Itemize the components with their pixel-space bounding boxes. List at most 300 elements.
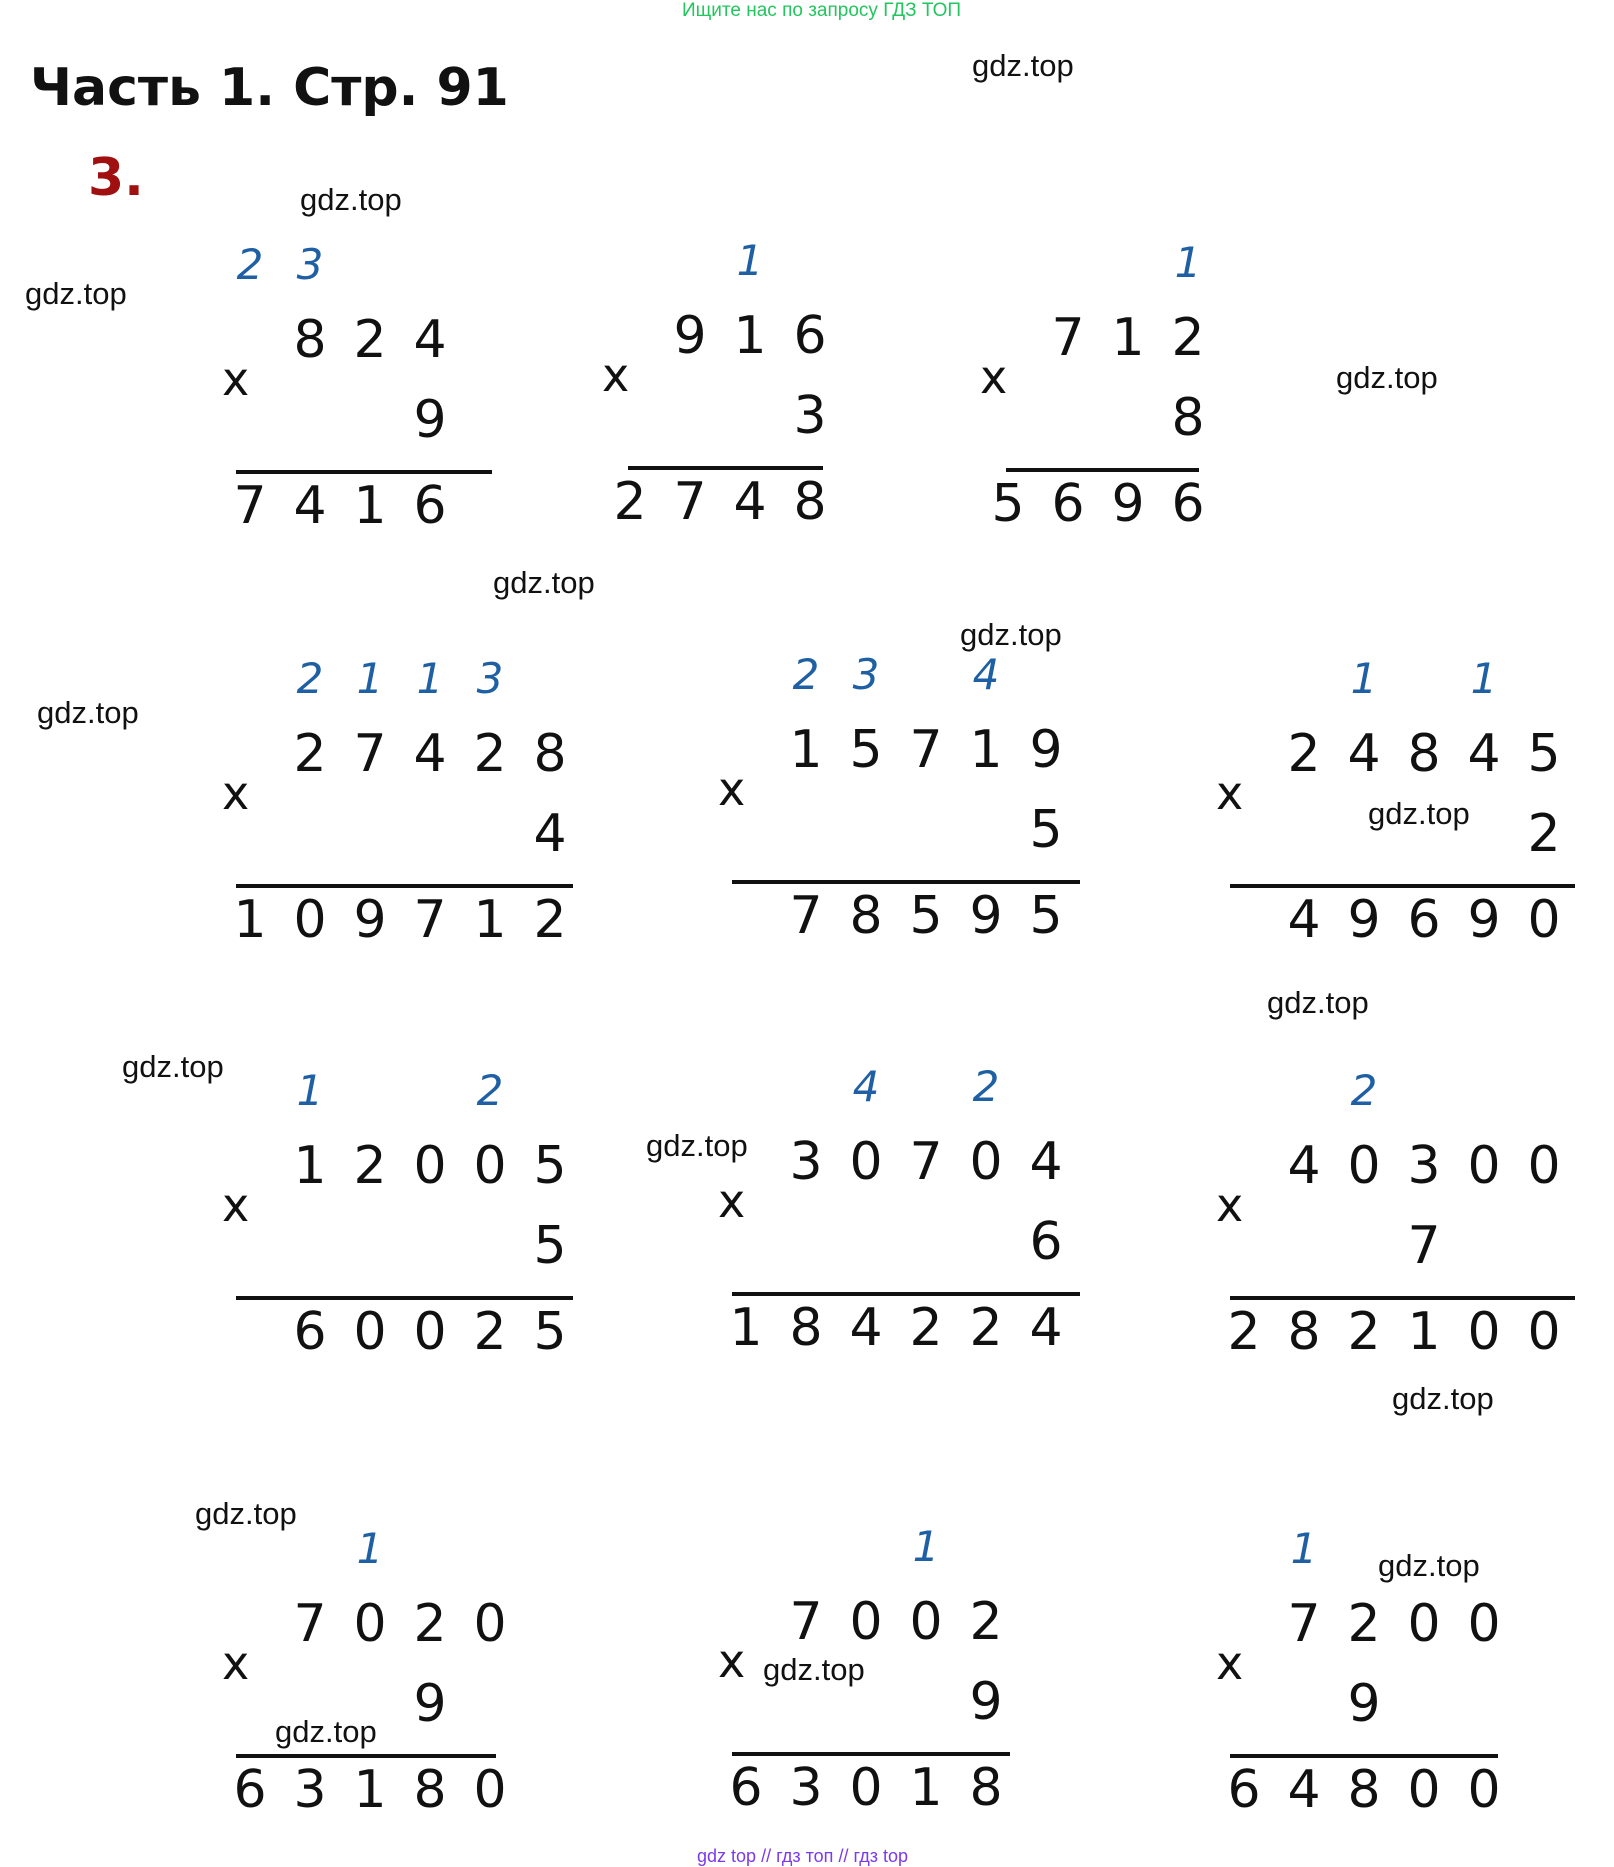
carry-row-digit: 2 xyxy=(296,654,324,703)
watermark: gdz.top xyxy=(122,1049,224,1084)
multiplicand-row-digit: 8 xyxy=(1407,724,1441,784)
result-line xyxy=(236,1296,573,1300)
multiply-sign: x xyxy=(602,348,630,402)
multiplier-row xyxy=(600,386,840,446)
result-row-digit: 0 xyxy=(1527,890,1561,950)
carry-row-digit: 1 xyxy=(1350,654,1378,703)
multiplier-row xyxy=(1214,1674,1514,1734)
multiplicand-row-digit: 7 xyxy=(909,1132,943,1192)
multiplier-row xyxy=(220,1674,520,1734)
multiplier-row-digit xyxy=(280,1216,340,1276)
carry-row-digit xyxy=(776,1522,836,1582)
multiply-sign: x xyxy=(222,1636,250,1690)
carry-row-digit xyxy=(400,1524,460,1584)
carry-row xyxy=(220,1524,520,1584)
result-row-digit: 4 xyxy=(733,472,767,532)
carry-row-digit: 1 xyxy=(736,236,764,285)
carry-row-digit xyxy=(1514,1066,1574,1126)
result-row-digit: 0 xyxy=(1407,1760,1441,1820)
carry-row xyxy=(220,240,460,300)
multiplicand-row-digit: 2 xyxy=(1347,1594,1381,1654)
multiplier-row-digit xyxy=(836,800,896,860)
result-row-digit: 4 xyxy=(849,1298,883,1358)
task-number: 3. xyxy=(88,148,144,208)
multiply-sign: x xyxy=(1216,1178,1244,1232)
carry-row-digit: 4 xyxy=(852,1062,880,1111)
carry-row-digit xyxy=(340,1066,400,1126)
carry-row-digit: 3 xyxy=(296,240,324,289)
carry-row-digit xyxy=(1274,654,1334,714)
multiplier-row-digit xyxy=(1334,1216,1394,1276)
carry-row xyxy=(1214,1524,1514,1584)
multiplicand-row-digit: 7 xyxy=(909,720,943,780)
carry-row-digit xyxy=(220,1066,280,1126)
result-row-digit: 6 xyxy=(413,476,447,536)
result-row-digit: 2 xyxy=(909,1298,943,1358)
multiplicand-row-digit: 0 xyxy=(1527,1136,1561,1196)
result-row xyxy=(716,886,1076,946)
result-row-digit: 0 xyxy=(413,1302,447,1362)
multiplier-row-digit xyxy=(1394,804,1454,864)
multiplicand-row-digit: 0 xyxy=(413,1136,447,1196)
result-row-digit: 4 xyxy=(1287,1760,1321,1820)
multiplication-problem xyxy=(716,650,1136,970)
result-row-digit: 6 xyxy=(233,1760,267,1820)
watermark: gdz.top xyxy=(300,182,402,217)
multiplication-problem xyxy=(600,236,1020,556)
carry-row-digit xyxy=(1394,1524,1454,1584)
carry-row-digit xyxy=(600,236,660,296)
multiplier-row xyxy=(220,804,580,864)
result-row-digit: 5 xyxy=(991,474,1025,534)
carry-row-digit xyxy=(836,1522,896,1582)
multiplicand-row-digit: 6 xyxy=(793,306,827,366)
result-row-digit: 6 xyxy=(1407,890,1441,950)
carry-row xyxy=(716,650,1076,710)
multiplier-row-digit xyxy=(836,1672,896,1732)
multiply-sign: x xyxy=(718,762,746,816)
multiplier-row-digit: 6 xyxy=(1029,1212,1063,1272)
result-row-digit: 9 xyxy=(1347,890,1381,950)
multiplicand-row xyxy=(220,1136,580,1196)
result-row-digit: 2 xyxy=(533,890,567,950)
result-row-digit: 7 xyxy=(789,886,823,946)
watermark: gdz.top xyxy=(960,617,1062,652)
carry-row-digit xyxy=(1038,238,1098,298)
watermark: gdz.top xyxy=(195,1496,297,1531)
multiplicand-row-digit: 0 xyxy=(473,1136,507,1196)
multiplier-row-digit xyxy=(896,800,956,860)
multiplier-row-digit xyxy=(1454,804,1514,864)
result-line xyxy=(1230,884,1575,888)
multiplicand-row-digit: 0 xyxy=(969,1132,1003,1192)
result-row-digit: 8 xyxy=(789,1298,823,1358)
multiplier-row-digit xyxy=(660,386,720,446)
multiplier-row xyxy=(1214,804,1574,864)
multiplier-row-digit xyxy=(896,1212,956,1272)
multiplier-row-digit: 9 xyxy=(413,390,447,450)
multiplier-row-digit xyxy=(956,800,1016,860)
multiplicand-row-digit: 4 xyxy=(413,724,447,784)
carry-row-digit: 2 xyxy=(972,1062,1000,1111)
result-row-digit: 5 xyxy=(533,1302,567,1362)
multiplicand-row-digit: 7 xyxy=(789,1592,823,1652)
multiplier-row-digit xyxy=(836,1212,896,1272)
multiplicand-row-digit: 2 xyxy=(473,724,507,784)
multiplier-row-digit: 7 xyxy=(1407,1216,1441,1276)
carry-row-digit: 1 xyxy=(296,1066,324,1115)
multiplicand-row-digit: 3 xyxy=(789,1132,823,1192)
carry-row-digit: 4 xyxy=(972,650,1000,699)
multiply-sign: x xyxy=(1216,766,1244,820)
result-line xyxy=(732,880,1080,884)
result-row-digit: 3 xyxy=(293,1760,327,1820)
carry-row-digit xyxy=(1394,1066,1454,1126)
carry-row-digit xyxy=(716,1522,776,1582)
result-row xyxy=(600,472,840,532)
multiplier-row xyxy=(978,388,1218,448)
carry-row-digit xyxy=(400,240,460,300)
multiply-sign: x xyxy=(980,350,1008,404)
result-row-digit: 8 xyxy=(1287,1302,1321,1362)
top-banner: Ищите нас по запросу ГДЗ ТОП xyxy=(682,0,962,21)
multiplier-row-digit xyxy=(1274,1674,1334,1734)
watermark: gdz.top xyxy=(1378,1548,1480,1583)
multiplier-row-digit xyxy=(896,1672,956,1732)
result-line xyxy=(732,1292,1080,1296)
result-row xyxy=(1214,1302,1574,1362)
multiplier-row-digit xyxy=(1098,388,1158,448)
carry-row-digit: 2 xyxy=(1350,1066,1378,1115)
multiplier-row-digit xyxy=(1394,1674,1454,1734)
carry-row-digit xyxy=(220,654,280,714)
carry-row-digit xyxy=(340,240,400,300)
result-row-digit: 6 xyxy=(293,1302,327,1362)
multiplier-row-digit: 4 xyxy=(533,804,567,864)
carry-row-digit xyxy=(520,1066,580,1126)
result-row-digit: 1 xyxy=(909,1758,943,1818)
result-row-digit: 8 xyxy=(413,1760,447,1820)
multiplier-row-digit: 9 xyxy=(413,1674,447,1734)
result-row-digit: 9 xyxy=(969,886,1003,946)
carry-row-digit xyxy=(460,1524,520,1584)
multiplicand-row-digit: 0 xyxy=(353,1594,387,1654)
carry-row-digit xyxy=(1454,1066,1514,1126)
carry-row-digit xyxy=(956,1522,1016,1582)
multiplicand-row xyxy=(600,306,840,366)
watermark: gdz.top xyxy=(1368,796,1470,831)
multiplicand-row xyxy=(978,308,1218,368)
multiplicand-row-digit: 9 xyxy=(673,306,707,366)
carry-row-digit xyxy=(400,1066,460,1126)
watermark: gdz.top xyxy=(37,695,139,730)
result-row-digit: 7 xyxy=(673,472,707,532)
multiplicand-row-digit: 5 xyxy=(1527,724,1561,784)
result-row-digit: 7 xyxy=(413,890,447,950)
multiplicand-row-digit: 8 xyxy=(293,310,327,370)
multiplicand-row-digit: 0 xyxy=(849,1132,883,1192)
result-row-digit: 4 xyxy=(1029,1298,1063,1358)
multiplier-row-digit xyxy=(400,1216,460,1276)
carry-row-digit xyxy=(776,1062,836,1122)
multiplier-row-digit xyxy=(460,1216,520,1276)
multiplicand-row-digit: 7 xyxy=(1051,308,1085,368)
multiplicand-row-digit: 0 xyxy=(473,1594,507,1654)
result-line xyxy=(732,1752,1010,1756)
carry-row-digit: 3 xyxy=(476,654,504,703)
carry-row xyxy=(978,238,1218,298)
multiplicand-row-digit: 2 xyxy=(1171,308,1205,368)
multiplication-problem xyxy=(220,1524,640,1844)
result-row-digit: 8 xyxy=(969,1758,1003,1818)
result-row-digit: 7 xyxy=(233,476,267,536)
result-line xyxy=(1230,1296,1575,1300)
result-row-digit: 6 xyxy=(1051,474,1085,534)
multiplier-row xyxy=(220,1216,580,1276)
result-line xyxy=(1230,1754,1498,1758)
multiplier-row xyxy=(716,800,1076,860)
footer-separator: // xyxy=(761,1846,772,1866)
footer-part: гдз top xyxy=(853,1846,909,1866)
carry-row-digit: 2 xyxy=(792,650,820,699)
carry-row xyxy=(600,236,840,296)
result-row-digit: 5 xyxy=(1029,886,1063,946)
carry-row-digit: 1 xyxy=(1290,1524,1318,1573)
multiplier-row-digit xyxy=(1274,1216,1334,1276)
multiplicand-row xyxy=(716,720,1076,780)
multiplier-row-digit xyxy=(1454,1216,1514,1276)
multiplicand-row-digit: 1 xyxy=(293,1136,327,1196)
carry-row-digit xyxy=(1098,238,1158,298)
watermark: gdz.top xyxy=(1392,1381,1494,1416)
multiply-sign: x xyxy=(718,1174,746,1228)
multiplication-problem xyxy=(220,240,640,560)
carry-row-digit xyxy=(1394,654,1454,714)
multiplicand-row-digit: 1 xyxy=(789,720,823,780)
watermark: gdz.top xyxy=(646,1128,748,1163)
multiplication-problem xyxy=(220,654,640,974)
multiplicand-row-digit: 4 xyxy=(1347,724,1381,784)
multiplier-row-digit xyxy=(340,804,400,864)
carry-row xyxy=(1214,654,1574,714)
multiplicand-row-digit: 5 xyxy=(533,1136,567,1196)
multiplication-problem xyxy=(978,238,1398,558)
result-row-digit: 6 xyxy=(1171,474,1205,534)
multiplication-problem xyxy=(716,1522,1136,1842)
result-row-digit: 4 xyxy=(293,476,327,536)
carry-row-digit xyxy=(1274,1066,1334,1126)
carry-row-digit xyxy=(896,650,956,710)
result-row-digit: 0 xyxy=(1527,1302,1561,1362)
multiplier-row-digit xyxy=(280,390,340,450)
multiplicand-row xyxy=(716,1132,1076,1192)
result-line xyxy=(236,470,492,474)
footer-separator: // xyxy=(838,1846,849,1866)
multiplicand-row-digit: 2 xyxy=(293,724,327,784)
result-row-digit: 3 xyxy=(789,1758,823,1818)
result-row-digit: 1 xyxy=(473,890,507,950)
multiplicand-row-digit: 2 xyxy=(353,310,387,370)
multiplicand-row-digit: 5 xyxy=(849,720,883,780)
result-row-digit: 4 xyxy=(1287,890,1321,950)
multiplier-row-digit xyxy=(1454,1674,1514,1734)
result-row xyxy=(716,1758,1016,1818)
multiplicand-row-digit: 2 xyxy=(969,1592,1003,1652)
result-row xyxy=(978,474,1218,534)
multiply-sign: x xyxy=(1216,1636,1244,1690)
result-row-digit: 1 xyxy=(353,1760,387,1820)
multiplicand-row-digit: 1 xyxy=(733,306,767,366)
multiplier-row-digit: 3 xyxy=(793,386,827,446)
multiplicand-row xyxy=(220,724,580,784)
multiplicand-row-digit: 7 xyxy=(1287,1594,1321,1654)
result-row-digit: 5 xyxy=(909,886,943,946)
multiplicand-row-digit: 0 xyxy=(909,1592,943,1652)
multiplication-problem xyxy=(1214,654,1614,974)
watermark: gdz.top xyxy=(275,1714,377,1749)
carry-row-digit: 2 xyxy=(476,1066,504,1115)
carry-row xyxy=(220,654,580,714)
multiplicand-row-digit: 7 xyxy=(353,724,387,784)
multiplicand-row xyxy=(220,1594,520,1654)
result-row-digit: 6 xyxy=(729,1758,763,1818)
multiplication-problem xyxy=(716,1062,1136,1382)
result-line xyxy=(236,1754,496,1758)
multiplier-row-digit xyxy=(340,1216,400,1276)
multiplier-row xyxy=(716,1672,1016,1732)
watermark: gdz.top xyxy=(1267,985,1369,1020)
carry-row-digit xyxy=(896,1062,956,1122)
multiplicand-row-digit: 2 xyxy=(1287,724,1321,784)
result-row-digit: 0 xyxy=(1467,1760,1501,1820)
multiplier-row-digit xyxy=(340,390,400,450)
multiplier-row-digit: 8 xyxy=(1171,388,1205,448)
multiplicand-row-digit: 7 xyxy=(293,1594,327,1654)
multiplier-row-digit: 9 xyxy=(1347,1674,1381,1734)
multiplier-row-digit xyxy=(956,1212,1016,1272)
carry-row-digit xyxy=(716,1062,776,1122)
result-row-digit: 0 xyxy=(1467,1302,1501,1362)
carry-row xyxy=(716,1522,1016,1582)
result-row-digit: 1 xyxy=(353,476,387,536)
carry-row xyxy=(716,1062,1076,1122)
result-row-digit: 2 xyxy=(969,1298,1003,1358)
carry-row-digit: 1 xyxy=(1470,654,1498,703)
multiplier-row-digit xyxy=(280,1674,340,1734)
result-row xyxy=(1214,1760,1514,1820)
carry-row-digit: 3 xyxy=(852,650,880,699)
multiplier-row-digit xyxy=(460,1674,520,1734)
watermark: gdz.top xyxy=(493,565,595,600)
result-row-digit: 2 xyxy=(1227,1302,1261,1362)
multiplier-row-digit xyxy=(1038,388,1098,448)
result-row xyxy=(220,476,460,536)
result-row-digit: 8 xyxy=(849,886,883,946)
carry-row-digit xyxy=(780,236,840,296)
multiplier-row-digit xyxy=(400,804,460,864)
footer-part: гдз топ xyxy=(776,1846,834,1866)
multiplicand-row-digit: 4 xyxy=(413,310,447,370)
carry-row-digit xyxy=(660,236,720,296)
multiplier-row xyxy=(716,1212,1076,1272)
result-row-digit: 2 xyxy=(1347,1302,1381,1362)
carry-row-digit: 1 xyxy=(356,1524,384,1573)
multiplicand-row-digit: 4 xyxy=(1287,1136,1321,1196)
result-row-digit: 0 xyxy=(353,1302,387,1362)
multiplier-row-digit xyxy=(720,386,780,446)
result-row xyxy=(1214,890,1574,950)
result-row-digit xyxy=(220,1302,280,1362)
watermark: gdz.top xyxy=(1336,360,1438,395)
carry-row xyxy=(1214,1066,1574,1126)
watermark: gdz.top xyxy=(25,276,127,311)
carry-row-digit xyxy=(1454,1524,1514,1584)
multiplicand-row-digit: 2 xyxy=(413,1594,447,1654)
multiplier-row-digit xyxy=(1514,1216,1574,1276)
multiplier-row xyxy=(220,390,460,450)
result-row-digit: 1 xyxy=(233,890,267,950)
result-row xyxy=(220,1760,520,1820)
result-line xyxy=(236,884,573,888)
carry-row-digit xyxy=(1214,654,1274,714)
multiplicand-row-digit: 0 xyxy=(849,1592,883,1652)
result-row-digit: 0 xyxy=(293,890,327,950)
multiplicand-row-digit: 0 xyxy=(1407,1594,1441,1654)
carry-row-digit xyxy=(520,654,580,714)
watermark: gdz.top xyxy=(972,48,1074,83)
multiplicand-row-digit: 3 xyxy=(1407,1136,1441,1196)
multiplication-problem xyxy=(220,1066,640,1386)
carry-row-digit xyxy=(978,238,1038,298)
carry-row-digit xyxy=(1214,1066,1274,1126)
result-row-digit: 0 xyxy=(849,1758,883,1818)
multiplier-row-digit: 5 xyxy=(1029,800,1063,860)
multiplier-row-digit xyxy=(776,1672,836,1732)
result-row xyxy=(716,1298,1076,1358)
multiplier-row xyxy=(1214,1216,1574,1276)
carry-row-digit xyxy=(280,1524,340,1584)
multiplicand-row xyxy=(1214,1136,1574,1196)
carry-row-digit xyxy=(220,1524,280,1584)
multiplicand-row-digit: 9 xyxy=(1029,720,1063,780)
result-row-digit: 9 xyxy=(1111,474,1145,534)
multiplier-row-digit: 9 xyxy=(969,1672,1003,1732)
multiplier-row-digit xyxy=(460,804,520,864)
carry-row-digit: 1 xyxy=(416,654,444,703)
multiplicand-row xyxy=(716,1592,1016,1652)
carry-row-digit: 1 xyxy=(356,654,384,703)
multiplicand-row-digit: 2 xyxy=(353,1136,387,1196)
multiplier-row-digit xyxy=(340,1674,400,1734)
multiplicand-row-digit: 4 xyxy=(1029,1132,1063,1192)
carry-row-digit xyxy=(1016,650,1076,710)
result-line xyxy=(628,466,823,470)
result-row-digit: 8 xyxy=(793,472,827,532)
carry-row-digit xyxy=(1514,654,1574,714)
multiply-sign: x xyxy=(222,352,250,406)
multiplicand-row xyxy=(1214,724,1574,784)
result-row xyxy=(220,1302,580,1362)
result-row-digit xyxy=(716,886,776,946)
multiply-sign: x xyxy=(718,1634,746,1688)
carry-row-digit xyxy=(716,650,776,710)
multiplier-row-digit xyxy=(776,800,836,860)
result-row-digit: 1 xyxy=(1407,1302,1441,1362)
multiplier-row-digit: 2 xyxy=(1527,804,1561,864)
result-row-digit: 6 xyxy=(1227,1760,1261,1820)
multiplicand-row xyxy=(220,310,460,370)
result-row-digit: 9 xyxy=(353,890,387,950)
